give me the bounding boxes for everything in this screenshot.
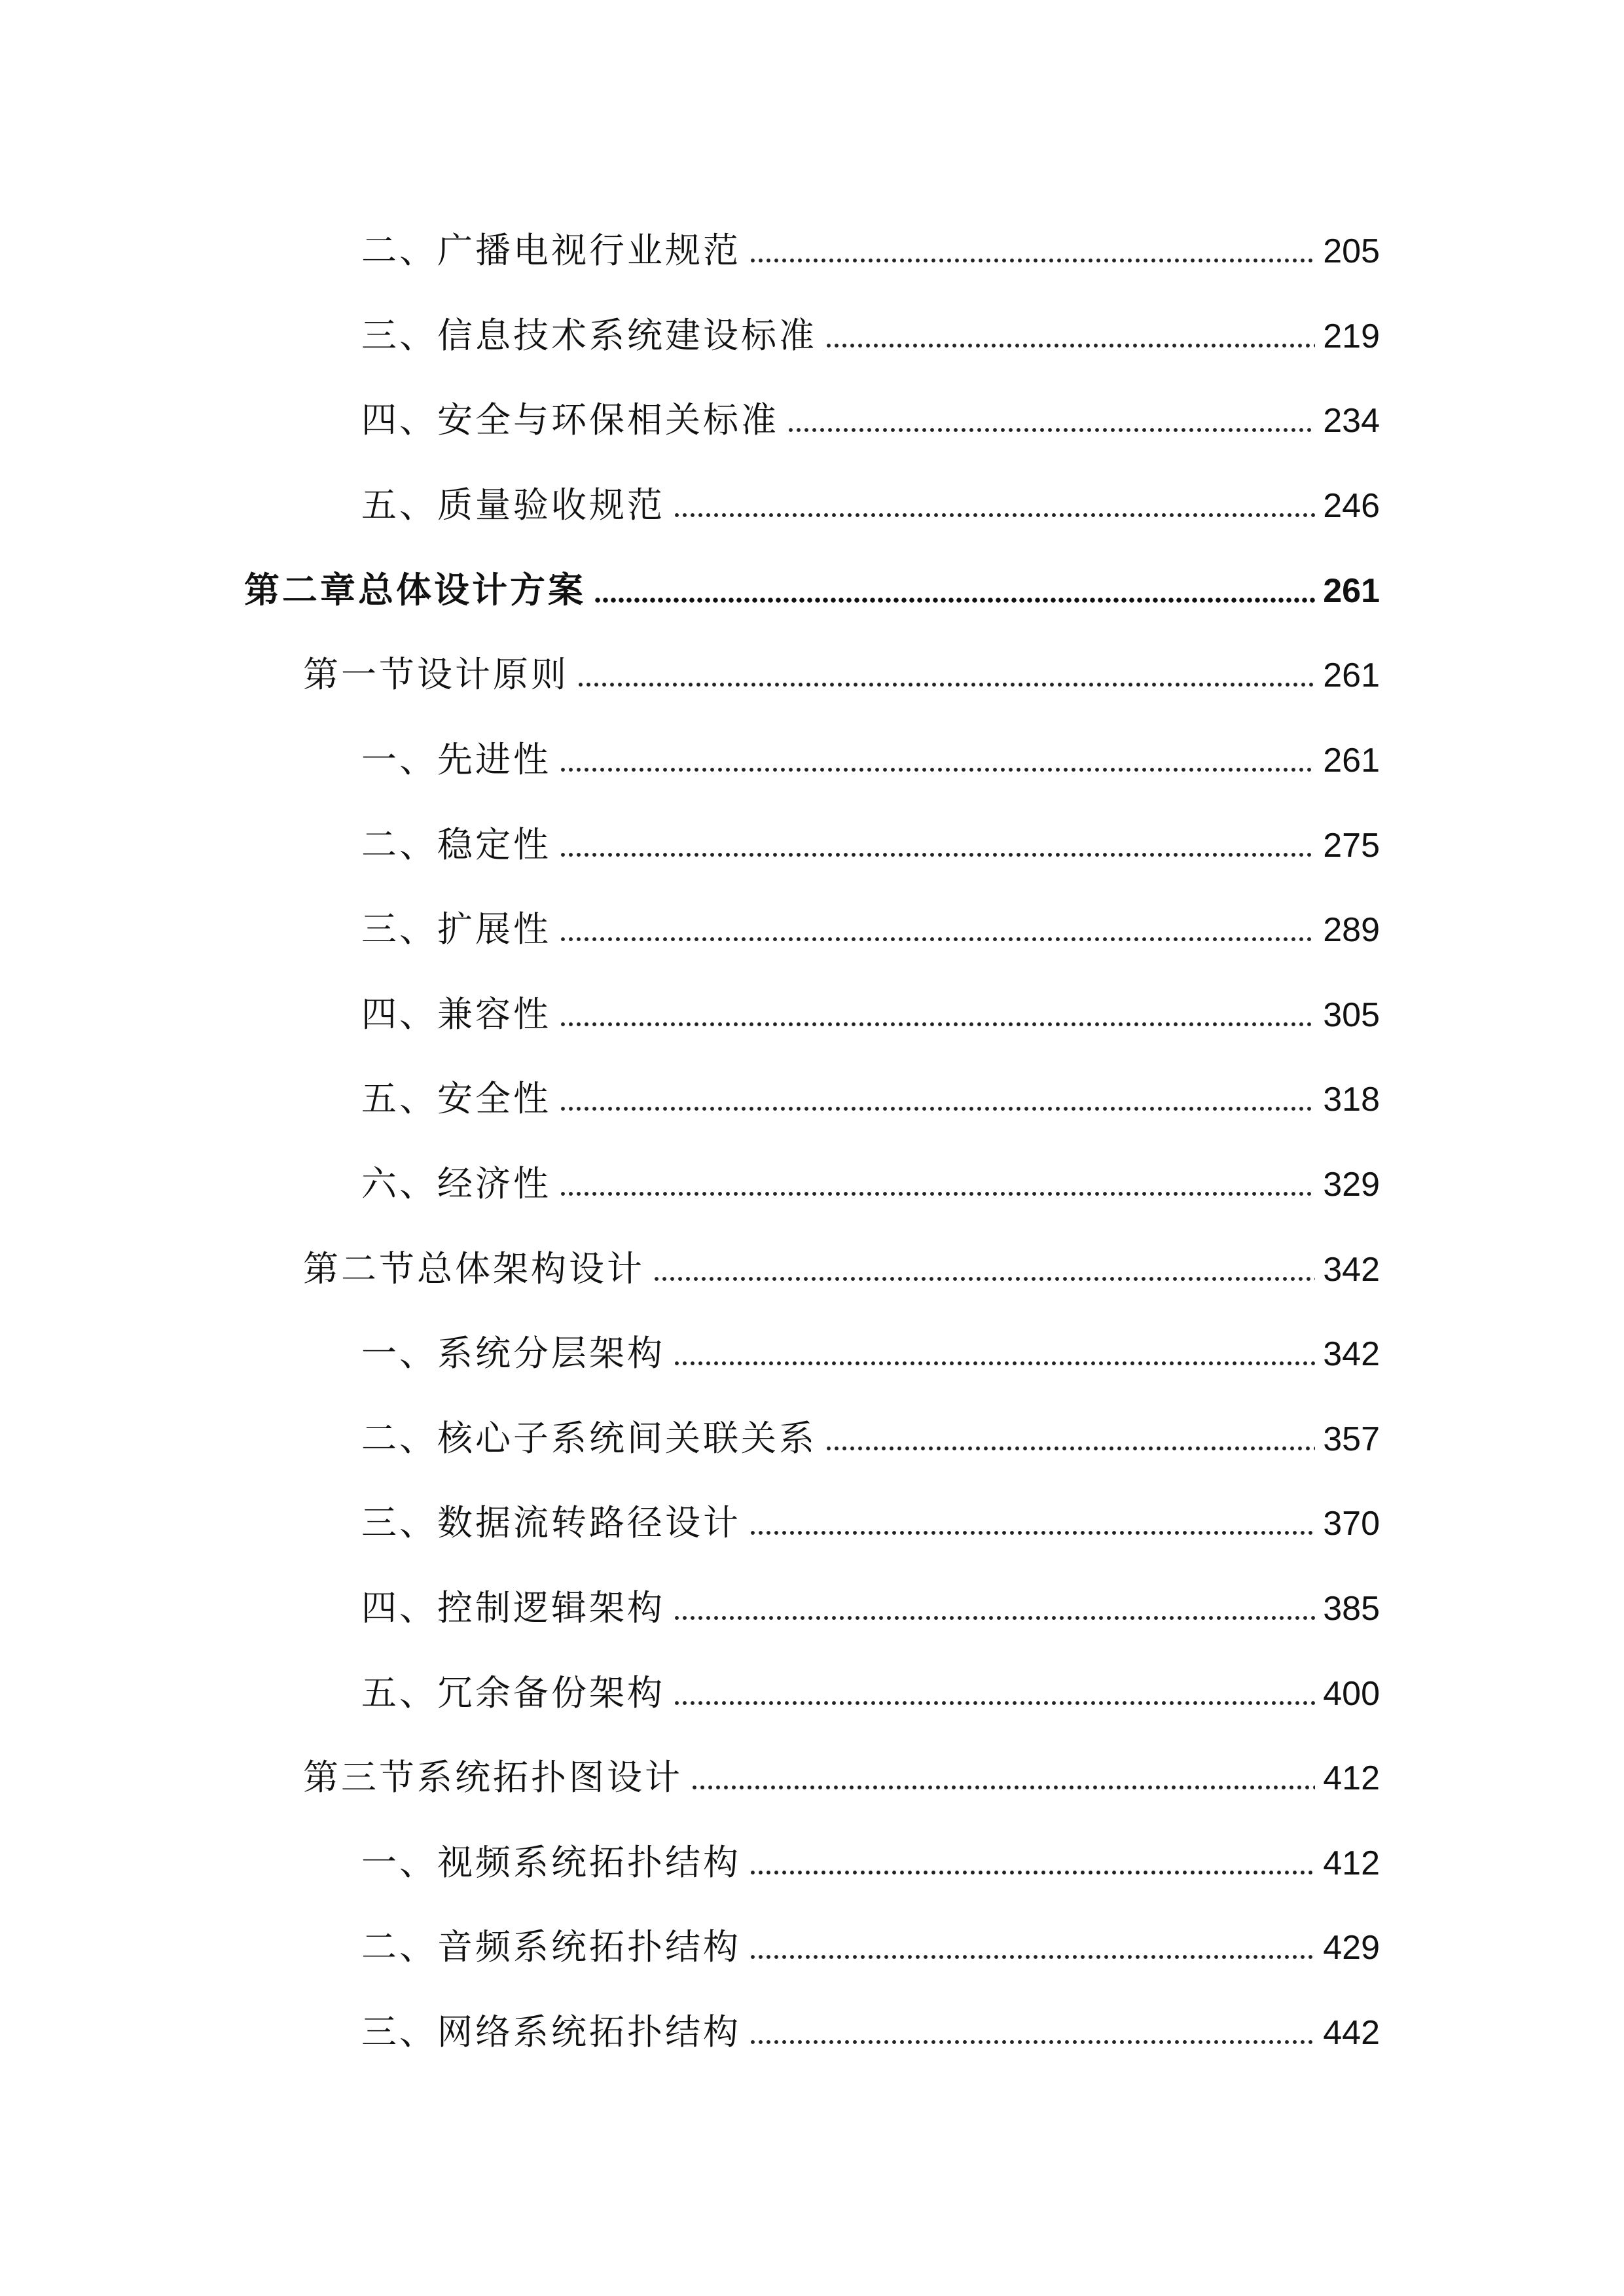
toc-page-number: 342 xyxy=(1323,1251,1380,1289)
toc-page-number: 261 xyxy=(1323,572,1380,610)
toc-entry[interactable] xyxy=(361,1899,1380,1965)
toc-dot-leader xyxy=(825,343,1315,348)
toc-entry[interactable] xyxy=(361,1815,1380,1883)
toc-entry[interactable] xyxy=(361,967,1380,1035)
toc-dot-leader xyxy=(673,1700,1315,1706)
toc-dot-leader xyxy=(749,2039,1315,2045)
toc-dot-leader xyxy=(787,427,1315,433)
toc-entry-title: 五、质量验收规范 xyxy=(361,484,665,526)
toc-entry-title: 二、广播电视行业规范 xyxy=(361,230,741,271)
toc-entry-title: 三、扩展性 xyxy=(361,908,551,950)
toc-entry[interactable] xyxy=(361,712,1380,778)
toc-page-number: 370 xyxy=(1323,1505,1380,1543)
toc-entry-title: 三、信息技术系统建设标准 xyxy=(361,315,817,356)
toc-page-number: 342 xyxy=(1323,1335,1380,1373)
toc-page-number: 305 xyxy=(1323,996,1380,1034)
toc-entry[interactable] xyxy=(361,288,1380,356)
toc-entry[interactable] xyxy=(361,1475,1380,1541)
toc-page-number: 261 xyxy=(1323,742,1380,780)
toc-page-number: 234 xyxy=(1323,402,1380,440)
toc-entry-title: 第二节总体架构设计 xyxy=(303,1248,645,1289)
toc-dot-leader xyxy=(825,1446,1315,1451)
toc-page-number: 329 xyxy=(1323,1166,1380,1204)
toc-page-number: 429 xyxy=(1323,1929,1380,1967)
toc-entry-title: 一、系统分层架构 xyxy=(361,1333,665,1374)
toc-dot-leader xyxy=(749,258,1315,263)
toc-section-entry[interactable] xyxy=(303,1221,1380,1287)
toc-dot-leader xyxy=(749,1870,1315,1875)
toc-page-number: 318 xyxy=(1323,1081,1380,1119)
toc-page-number: 289 xyxy=(1323,911,1380,949)
toc-entry-title: 三、网络系统拓扑结构 xyxy=(361,2011,741,2053)
toc-page-number: 219 xyxy=(1323,317,1380,355)
toc-entry-title: 五、冗余备份架构 xyxy=(361,1672,665,1713)
toc-page-number: 385 xyxy=(1323,1590,1380,1628)
toc-chapter-entry[interactable] xyxy=(244,543,1380,611)
toc-dot-leader xyxy=(673,1361,1315,1366)
toc-entry[interactable] xyxy=(361,203,1380,271)
toc-entry[interactable] xyxy=(361,372,1380,438)
toc-entry-title: 一、视频系统拓扑结构 xyxy=(361,1842,741,1883)
toc-page-number: 400 xyxy=(1323,1675,1380,1713)
toc-dot-leader xyxy=(559,1022,1315,1027)
toc-dot-leader xyxy=(594,598,1315,603)
toc-dot-leader xyxy=(653,1276,1315,1282)
toc-page-number: 205 xyxy=(1323,232,1380,270)
toc-entry[interactable] xyxy=(361,882,1380,950)
toc-entry[interactable] xyxy=(361,457,1380,526)
toc-entry[interactable] xyxy=(361,1051,1380,1117)
toc-entry[interactable] xyxy=(361,797,1380,863)
toc-entry-title: 第一节设计原则 xyxy=(303,654,569,695)
toc-entry-title: 三、数据流转路径设计 xyxy=(361,1502,741,1543)
toc-dot-leader xyxy=(577,682,1315,687)
toc-page-number: 246 xyxy=(1323,487,1380,525)
toc-page-number: 442 xyxy=(1323,2014,1380,2052)
toc-entry[interactable] xyxy=(361,1560,1380,1626)
toc-entry-title: 二、音频系统拓扑结构 xyxy=(361,1926,741,1967)
toc-page-number: 412 xyxy=(1323,1759,1380,1797)
toc-dot-leader xyxy=(749,1954,1315,1960)
toc-entry-title: 二、稳定性 xyxy=(361,824,551,865)
toc-entry-title: 四、安全与环保相关标准 xyxy=(361,399,779,440)
toc-entry[interactable] xyxy=(361,1136,1380,1202)
toc-page-number: 357 xyxy=(1323,1420,1380,1458)
toc-dot-leader xyxy=(559,852,1315,857)
toc-page-number: 275 xyxy=(1323,827,1380,865)
toc-section-entry[interactable] xyxy=(303,1730,1380,1798)
toc-dot-leader xyxy=(559,1106,1315,1111)
toc-dot-leader xyxy=(559,937,1315,942)
toc-entry-title: 第三节系统拓扑图设计 xyxy=(303,1757,683,1798)
toc-page-number: 412 xyxy=(1323,1844,1380,1882)
toc-entry[interactable] xyxy=(361,1306,1380,1374)
toc-entry-title: 六、经济性 xyxy=(361,1163,551,1204)
toc-entry-title: 第二章总体设计方案 xyxy=(244,569,586,611)
toc-dot-leader xyxy=(749,1530,1315,1535)
toc-dot-leader xyxy=(673,1615,1315,1621)
toc-entry-title: 一、先进性 xyxy=(361,739,551,780)
toc-dot-leader xyxy=(559,1191,1315,1196)
toc-entry-title: 四、兼容性 xyxy=(361,994,551,1035)
toc-entry-title: 四、控制逻辑架构 xyxy=(361,1587,665,1628)
toc-dot-leader xyxy=(673,512,1315,518)
toc-entry-title: 五、安全性 xyxy=(361,1078,551,1119)
toc-section-entry[interactable] xyxy=(303,627,1380,695)
toc-page-number: 261 xyxy=(1323,656,1380,694)
toc-entry-title: 二、核心子系统间关联关系 xyxy=(361,1418,817,1459)
toc-entry[interactable] xyxy=(361,1645,1380,1711)
toc-entry[interactable] xyxy=(361,1984,1380,2053)
toc-dot-leader xyxy=(691,1785,1315,1790)
toc-dot-leader xyxy=(559,767,1315,772)
toc-entry[interactable] xyxy=(361,1391,1380,1459)
